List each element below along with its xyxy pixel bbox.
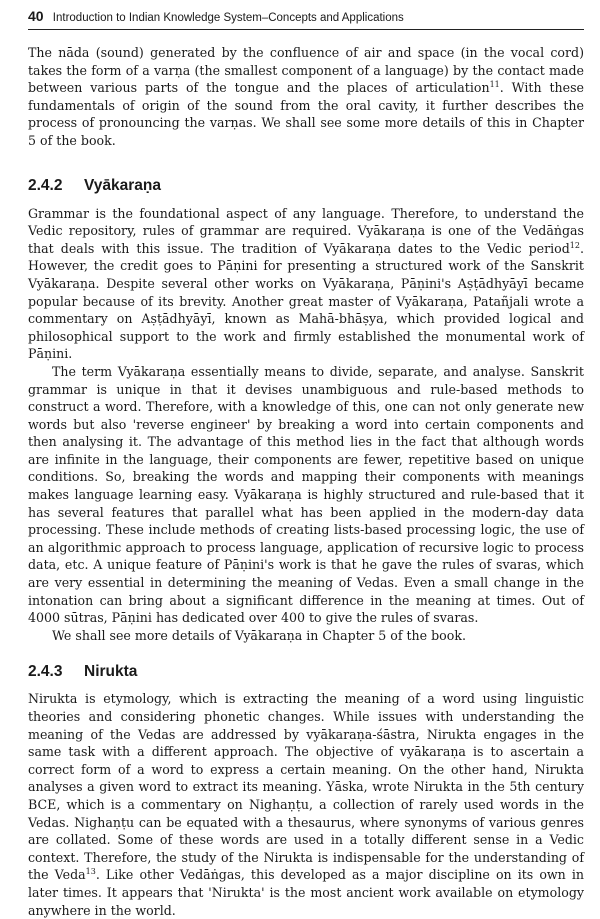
running-title: Introduction to Indian Knowledge System–Concepts and Applications	[52, 12, 404, 24]
vyakarana-paragraph-3: We shall see more details of Vyākaraṇa in Chapter 5 of the book.	[52, 627, 466, 643]
nirukta-paragraph	[28, 690, 584, 919]
nirukta-text-a: Nirukta is etymology, which is extracting the meaning of a word using linguistic theories and considering phonetic changes. While issues with understanding the meaning of the Vedas are addressed by vyākaraṇa-śāstra, Nirukta engages in the same task with a different approach. The objective of vyākaraṇa is to ascertain a correct form of a word to express a certain meaning. On the other hand, Nirukta analyses a given word to extract its meaning. Yāska, wrote Nirukta in the 5th century BCE, which is a commentary on Nighaṇṭu, a collection of rarely used words in the Vedas. Nighaṇṭu can be equated with a thesaurus, where synonyms of various genres are collated. Some of these words are used in a totally different sense in a Vedic context. Therefore, the study of the Nirukta is indispensable for the understanding of the Veda	[28, 691, 584, 883]
vyakarana-paragraph-1	[28, 205, 584, 363]
page-body	[28, 44, 584, 919]
intro-text-a: The nāda (sound) generated by the confluence of air and space (in the vocal cord) takes the form of a varṇa (the smallest component of a language) by the contact made between various parts of the tongue and the places of articulation	[28, 45, 584, 96]
intro-text-b: . With these fundamentals of origin of the sound from the oral cavity, it further describes the process of pronouncing the varṇas. We shall see some more details of this in Chapter 5 of the book.	[28, 80, 584, 148]
running-header	[28, 8, 584, 30]
nirukta-text-b: . Like other Vedāṅgas, this developed as a major discipline on its own in later times. It appears that 'Nirukta' is the most ancient work available on etymology anywhere in the world.	[28, 867, 584, 918]
footnote-ref-13: 13	[85, 867, 96, 877]
footnote-ref-12: 12	[569, 240, 580, 250]
section-heading-nirukta	[28, 662, 584, 682]
page-number: 40	[28, 8, 44, 24]
section-heading-vyakarana	[28, 176, 584, 196]
vyakarana-text-a: Grammar is the foundational aspect of any language. Therefore, to understand the Vedic repository, rules of grammar are required. Vyākaraṇa is one of the Vedāṅgas that deals with this issue. The tradition of Vyākaraṇa dates to the Vedic period	[28, 205, 584, 256]
vyakarana-paragraph-2: The term Vyākaraṇa essentially means to divide, separate, and analyse. Sanskrit grammar is unique in that it devises unambiguous and rule-based methods to construct a word. Therefore, with a knowledge of this, one can not only generate new words but also 'reverse engineer' by breaking a word into certain components and then analysing it. The advantage of this method lies in the fact that although words are infinite in the language, their components are fewer, repetitive based on unique conditions. So, breaking the words and mapping their components with meanings makes language learning easy. Vyākaraṇa is highly structured and rule-based that it has several features that parallel what has been applied in the modern-day data processing. These include methods of creating lists-based processing logic, the use of an algorithmic approach to process language, application of recursive logic to process data, etc. A unique feature of Pāṇini's work is that he gave the rules of svaras, which are very essential in determining the meaning of Vedas. Even a small change in the intonation can bring about a significant difference in the meaning at times. Out of 4000 sūtras, Pāṇini has dedicated over 400 to give the rules of svaras.	[28, 363, 584, 626]
intro-paragraph	[28, 44, 584, 150]
section-title: Nirukta	[84, 663, 138, 681]
section-title: Vyākaraṇa	[84, 176, 161, 194]
vyakarana-text-b: . However, the credit goes to Pāṇini for presenting a structured work of the Sanskrit Vyākaraṇa. Despite several other works on Vyākaraṇa, Pāṇini's Aṣṭādhyāyī became popular because of its brevity. Another great master of Vyākaraṇa, Patañjali wrote a commentary on Aṣṭādhyāyī, known as Mahā-bhāṣya, which provided logical and philosophical support to the work and firmly established the monumental work of Pāṇini.	[28, 240, 584, 362]
section-number: 2.4.3	[28, 663, 63, 681]
footnote-ref-11: 11	[489, 80, 500, 89]
section-number: 2.4.2	[28, 176, 63, 194]
